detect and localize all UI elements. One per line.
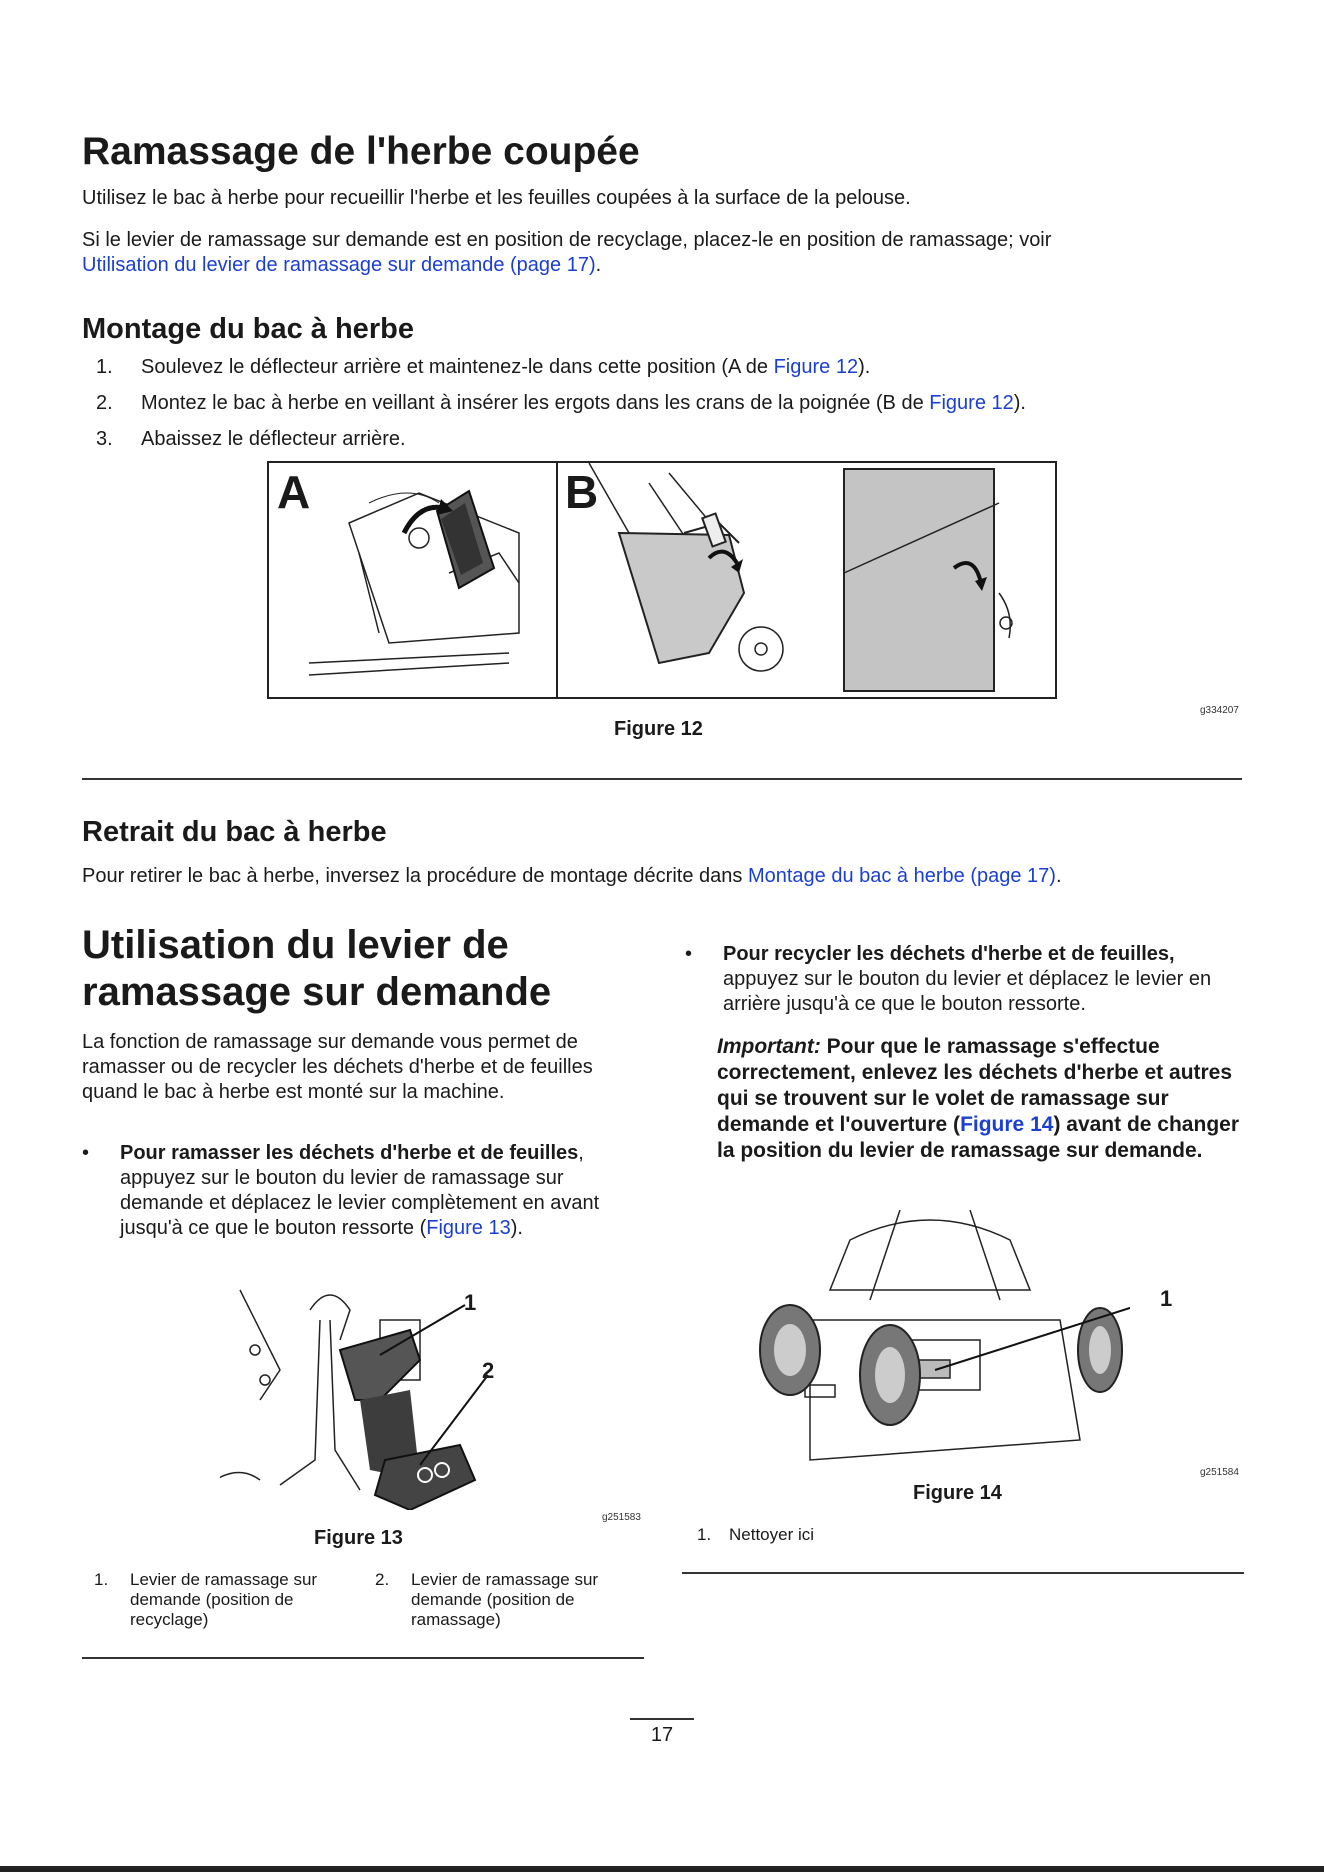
important-label: Important:: [717, 1035, 821, 1058]
bullet-bold: Pour recycler les déchets d'herbe et de feuilles,: [723, 943, 1175, 965]
step-number: 2.: [96, 392, 113, 414]
legend-text: Levier de ramassage sur demande (position de recyclage): [130, 1570, 318, 1629]
figure-12-illustration: [267, 461, 1057, 699]
bullet-text: , appuyez sur le bouton du levier de ramassage sur demande et déplacez le levier complètement en avant jusqu'à ce que le bouton ressorte (: [120, 1142, 600, 1239]
link-figure-12[interactable]: Figure 12: [929, 392, 1014, 414]
figure-14-legend-1: [697, 1525, 997, 1545]
paragraph-lever-note: [82, 228, 1242, 278]
figure-14-code: g251584: [1200, 1467, 1239, 1478]
retrait-end: .: [1055, 865, 1062, 887]
figure-14-caption: Figure 14: [913, 1482, 1002, 1504]
important-text: Pour que le ramassage s'effectue correctement, enlevez les déchets d'herbe et autres qui se trouvent sur le volet de ramassage sur demande et l'ouverture (: [717, 1035, 1233, 1136]
step-text: [141, 355, 870, 380]
figure-14-illustration: [750, 1210, 1130, 1470]
bullet-bold: Pour ramasser les déchets d'herbe et de feuilles: [120, 1142, 579, 1164]
bullet-recycler: [685, 942, 1245, 1017]
step-text-end: ).: [858, 356, 871, 378]
link-lever-usage[interactable]: Utilisation du levier de ramassage sur demande (page 17): [82, 254, 596, 276]
step-1: [82, 355, 1242, 391]
section-title-utilisation: Utilisation du levier de ramassage sur demande: [82, 923, 552, 1014]
link-figure-12[interactable]: Figure 12: [773, 356, 859, 378]
divider-rule: [82, 778, 1242, 780]
link-figure-14[interactable]: Figure 14: [960, 1113, 1054, 1136]
bullet-ramasser: [82, 1141, 642, 1241]
bullet-dot: •: [82, 1142, 90, 1164]
paragraph-intro: Utilisez le bac à herbe pour recueillir l'herbe et les feuilles coupées à la surface de la pelouse.: [82, 187, 911, 209]
figure-13-caption: Figure 13: [314, 1527, 403, 1549]
divider-rule-right: [682, 1572, 1244, 1574]
figure-14-callout-1: 1: [1160, 1286, 1173, 1311]
link-figure-13[interactable]: Figure 13: [426, 1217, 511, 1239]
link-montage[interactable]: Montage du bac à herbe (page 17): [747, 865, 1056, 887]
legend-text: Levier de ramassage sur demande (position de ramassage): [411, 1570, 599, 1629]
step-number: 1.: [96, 356, 113, 378]
legend-number: 1.: [94, 1570, 109, 1589]
figure-13-callout-2: 2: [482, 1358, 495, 1383]
figure-12-panel-a-label: A: [277, 466, 311, 518]
legend-number: 1.: [697, 1525, 712, 1544]
retrait-text: Pour retirer le bac à herbe, inversez la procédure de montage décrite dans: [82, 865, 748, 887]
paragraph-utilisation-intro: La fonction de ramassage sur demande vous permet de ramasser ou de recycler les déchets d'herbe et de feuilles quand le bac à herbe est monté sur la machine.: [82, 1031, 593, 1103]
bullet-dot: •: [685, 943, 693, 965]
step-3: [82, 427, 1242, 463]
figure-12-caption: Figure 12: [614, 718, 703, 740]
steps-list: [82, 355, 1242, 463]
step-text-body: Montez le bac à herbe en veillant à insérer les ergots dans les crans de la poignée (B de: [141, 392, 930, 414]
figure-12-drawing: [269, 463, 1055, 697]
legend-number: 2.: [375, 1570, 390, 1589]
step-text-end: ).: [1013, 392, 1026, 414]
step-number: 3.: [96, 428, 113, 450]
paragraph-retrait: [82, 864, 1252, 889]
section-title-retrait: Retrait du bac à herbe: [82, 816, 387, 848]
step-2: [82, 391, 1242, 427]
figure-13-code: g251583: [602, 1512, 641, 1523]
legend-text: Nettoyer ici: [729, 1525, 815, 1544]
figure-12-divider: [556, 463, 558, 697]
figure-12-code: g334207: [1200, 705, 1239, 716]
step-text-body: Soulevez le déflecteur arrière et maintenez-le dans cette position (A de: [141, 356, 774, 378]
important-note: [685, 1034, 1245, 1164]
lever-note-text: Si le levier de ramassage sur demande est en position de recyclage, placez-le en position de ramassage; voir: [82, 229, 1052, 251]
step-text: Abaissez le déflecteur arrière.: [141, 428, 406, 450]
bullet-end: ).: [510, 1217, 523, 1239]
divider-rule-left: [82, 1657, 644, 1659]
bullet-text: appuyez sur le bouton du levier et déplacez le levier en arrière jusqu'à ce que le bouton ressorte.: [723, 968, 1212, 1015]
section-title-montage: Montage du bac à herbe: [82, 313, 414, 345]
figure-13-legend-2: [375, 1570, 640, 1630]
page-number: 17: [630, 1718, 694, 1747]
important-end: ) avant de changer la position du levier de ramassage sur demande.: [717, 1113, 1239, 1162]
figure-13-legend-1: [94, 1570, 354, 1630]
bullet-item: [685, 942, 1245, 1017]
bottom-edge-bar: [0, 1866, 1324, 1872]
step-text: [141, 391, 1026, 416]
figure-13-callout-1: 1: [464, 1290, 477, 1315]
lever-note-end: .: [595, 254, 602, 276]
section-title-ramassage: Ramassage de l'herbe coupée: [82, 130, 640, 173]
figure-12-panel-b-label: B: [565, 466, 599, 518]
bullet-item: [82, 1141, 642, 1241]
